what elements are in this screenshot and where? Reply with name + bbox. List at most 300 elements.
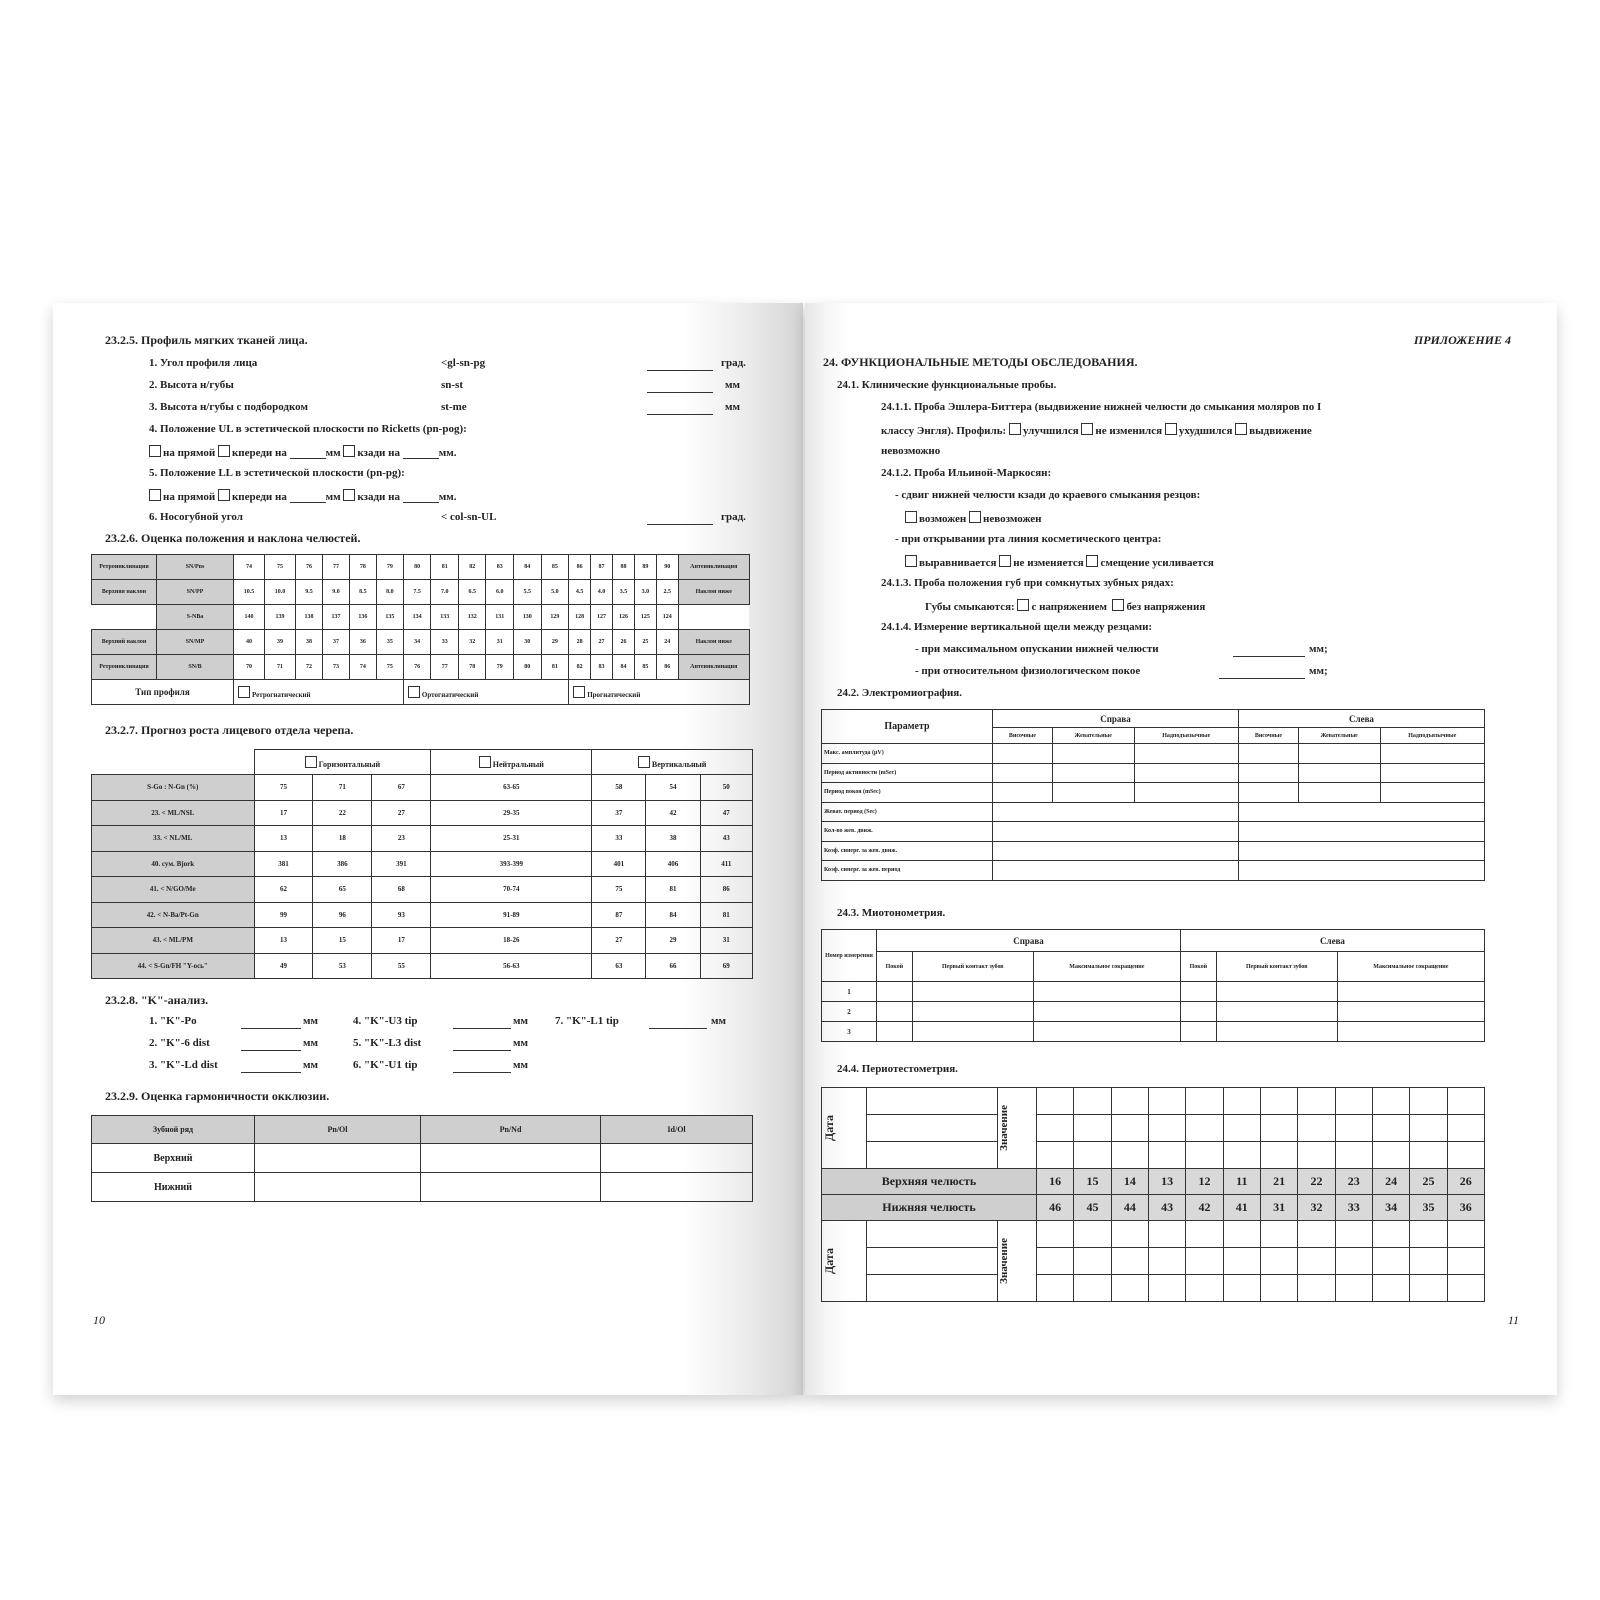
k-field[interactable]	[241, 1059, 301, 1073]
table-cell[interactable]	[1148, 1275, 1185, 1302]
value-cell: 27	[592, 928, 646, 954]
table-cell[interactable]	[1372, 1142, 1409, 1169]
row-label: Макс. амплитуда (μV)	[822, 744, 993, 764]
value-cell: 86	[700, 877, 752, 903]
table-cell[interactable]	[877, 1022, 913, 1042]
table-cell[interactable]	[601, 1173, 753, 1202]
section-23-2-8-title: 23.2.8. "K"-анализ.	[105, 993, 209, 1007]
value-cell: 411	[700, 851, 752, 877]
k-analysis-item: 3. "K"-Ld dist	[149, 1059, 218, 1071]
table-cell[interactable]	[1298, 1275, 1335, 1302]
table-cell[interactable]	[1260, 1248, 1297, 1275]
right-title: 24. ФУНКЦИОНАЛЬНЫЕ МЕТОДЫ ОБСЛЕДОВАНИЯ.	[823, 355, 1138, 369]
checkbox[interactable]	[1017, 599, 1029, 611]
table-cell[interactable]	[1298, 763, 1380, 783]
checkbox[interactable]	[1009, 423, 1021, 435]
value-cell: 49	[254, 953, 313, 979]
value-cell: 3.5	[613, 580, 635, 605]
date-field[interactable]	[867, 1221, 998, 1248]
value-cell: 76	[403, 655, 431, 680]
muscle-header: Жевательные	[1052, 728, 1134, 744]
table-cell[interactable]	[1148, 1221, 1185, 1248]
value-cell: 63	[592, 953, 646, 979]
table-cell[interactable]	[993, 744, 1053, 764]
table-cell[interactable]	[1216, 982, 1337, 1002]
emg-table-grid	[821, 709, 1485, 881]
k-analysis-item: 5. "K"-L3 dist	[353, 1037, 422, 1049]
item-ul-position: 4. Положение UL в эстетической плоскости по Ricketts (pn-pog):	[149, 423, 467, 435]
value-cell: 4.0	[591, 580, 613, 605]
table-cell[interactable]	[993, 841, 1239, 861]
k-field[interactable]	[241, 1037, 301, 1051]
value-cell: 83	[591, 655, 613, 680]
row-label	[92, 605, 157, 630]
table-cell[interactable]	[1111, 1221, 1148, 1248]
table-cell[interactable]	[1447, 1115, 1484, 1142]
occlusion-table	[91, 1115, 753, 1202]
table-cell[interactable]	[1134, 783, 1238, 803]
table-cell[interactable]	[912, 982, 1033, 1002]
table-cell[interactable]	[1335, 1248, 1372, 1275]
checkbox[interactable]	[343, 445, 355, 457]
table-cell[interactable]	[1186, 1088, 1223, 1115]
jaw-label: Верхняя челюсть	[822, 1169, 1037, 1195]
row-label: Ретроинклинация	[92, 655, 157, 680]
checkbox[interactable]	[238, 686, 250, 698]
table-cell[interactable]	[1186, 1275, 1223, 1302]
table-cell[interactable]	[993, 783, 1053, 803]
value-cell: 406	[646, 851, 700, 877]
table-cell[interactable]	[1074, 1275, 1111, 1302]
table-cell[interactable]	[1238, 763, 1298, 783]
growth-type-label: Нейтральный	[492, 759, 544, 769]
value-text: Значение	[998, 1105, 1010, 1151]
tooth-number: 36	[1447, 1195, 1484, 1221]
lip-chin-field[interactable]	[647, 401, 713, 415]
table-cell[interactable]	[1223, 1115, 1260, 1142]
table-cell[interactable]	[1186, 1221, 1223, 1248]
table-cell[interactable]	[1074, 1088, 1111, 1115]
test-24-1-2-text: - сдвиг нижней челюсти кзади до краевого смыкания резцов:	[895, 489, 1201, 501]
table-cell[interactable]	[912, 1002, 1033, 1022]
tooth-number: 14	[1111, 1169, 1148, 1195]
table-cell[interactable]	[1052, 763, 1134, 783]
value-cell: 127	[591, 605, 613, 630]
value-cell: 129	[541, 605, 569, 630]
table-cell[interactable]	[1410, 1248, 1447, 1275]
growth-type-header	[254, 750, 431, 775]
table-cell[interactable]	[1410, 1142, 1447, 1169]
ul-position-options: на прямой кпереди на мм кзади на мм.	[149, 445, 456, 459]
value-cell: 137	[322, 605, 349, 630]
table-cell[interactable]	[1180, 1002, 1216, 1022]
value-cell: 70-74	[431, 877, 592, 903]
row-label: 33. < NL/ML	[92, 826, 255, 852]
gap-field[interactable]	[1233, 643, 1305, 657]
checkbox[interactable]	[343, 489, 355, 501]
table-cell[interactable]	[1134, 744, 1238, 764]
table-cell[interactable]	[1111, 1088, 1148, 1115]
table-cell[interactable]	[1238, 783, 1298, 803]
test-24-1-1-text: невозможно	[881, 445, 941, 457]
table-cell[interactable]	[1134, 763, 1238, 783]
value-cell: 23	[372, 826, 431, 852]
state-header: Покой	[1180, 952, 1216, 982]
unit-label: мм	[711, 1015, 726, 1027]
date-field[interactable]	[867, 1115, 998, 1142]
test-24-1-4-text: - при относительном физиологическом покое	[915, 665, 1141, 677]
table-cell[interactable]	[1335, 1088, 1372, 1115]
value-cell: 90	[656, 555, 678, 580]
growth-forecast-table-grid	[91, 749, 753, 979]
date-field[interactable]	[867, 1142, 998, 1169]
nasolabial-field[interactable]	[647, 511, 713, 525]
table-cell[interactable]	[1447, 1275, 1484, 1302]
row-end-label	[678, 605, 749, 630]
muscle-header: Жевательные	[1298, 728, 1380, 744]
table-cell[interactable]	[1074, 1115, 1111, 1142]
row-end-label: Наклон ниже	[678, 580, 749, 605]
table-cell[interactable]	[1148, 1088, 1185, 1115]
table-cell[interactable]	[1238, 841, 1484, 861]
table-header: Pn/Nd	[421, 1116, 601, 1144]
table-cell[interactable]	[1372, 1275, 1409, 1302]
table-cell[interactable]	[1260, 1088, 1297, 1115]
value-cell: 37	[322, 630, 349, 655]
date-text: Дата	[822, 1115, 836, 1141]
checkbox[interactable]	[149, 489, 161, 501]
value-cell: 47	[700, 800, 752, 826]
value-cell: 84	[613, 655, 635, 680]
value-cell: 38	[296, 630, 323, 655]
value-cell: 124	[656, 605, 678, 630]
value-cell: 30	[513, 630, 541, 655]
value-cell: 68	[372, 877, 431, 903]
section-23-2-7-title: 23.2.7. Прогноз роста лицевого отдела черепа.	[105, 723, 354, 737]
table-cell[interactable]	[1372, 1221, 1409, 1248]
table-cell[interactable]	[1238, 744, 1298, 764]
value-cell: 62	[254, 877, 313, 903]
checkbox[interactable]	[408, 686, 420, 698]
growth-type-header	[592, 750, 753, 775]
table-cell[interactable]	[1223, 1248, 1260, 1275]
checkbox[interactable]	[905, 511, 917, 523]
table-cell[interactable]	[1111, 1115, 1148, 1142]
table-cell[interactable]	[1337, 982, 1484, 1002]
page-number-right: 11	[1507, 1313, 1519, 1327]
table-cell[interactable]	[1298, 1221, 1335, 1248]
checkbox[interactable]	[218, 445, 230, 457]
table-cell[interactable]	[1033, 982, 1180, 1002]
table-cell[interactable]	[1223, 1275, 1260, 1302]
table-cell[interactable]	[1410, 1221, 1447, 1248]
value-cell: 85	[634, 655, 656, 680]
table-cell[interactable]	[1074, 1248, 1111, 1275]
row-label: Период покоя (mSec)	[822, 783, 993, 803]
table-cell[interactable]	[1216, 1002, 1337, 1022]
table-cell[interactable]	[1335, 1275, 1372, 1302]
profile-type-option	[403, 680, 568, 705]
side-header: Слева	[1180, 930, 1484, 952]
value-cell: 78	[349, 555, 376, 580]
date-field[interactable]	[867, 1088, 998, 1115]
value-cell: 38	[646, 826, 700, 852]
test-24-1-1-text: 24.1.1. Проба Эшлера-Биттера (выдвижение нижней челюсти до смыкания моляров по I	[881, 401, 1322, 413]
table-cell[interactable]	[1037, 1088, 1074, 1115]
value-cell: 6.5	[458, 580, 486, 605]
measure-number-header: Номер измерения	[822, 930, 877, 982]
table-cell[interactable]	[1335, 1142, 1372, 1169]
table-cell[interactable]	[1238, 861, 1484, 881]
table-cell[interactable]	[1148, 1248, 1185, 1275]
value-cell: 85	[541, 555, 569, 580]
checkbox[interactable]	[905, 555, 917, 567]
k-field[interactable]	[453, 1059, 511, 1073]
item-nasolabial-code: < col-sn-UL	[441, 511, 497, 523]
table-cell[interactable]	[1148, 1142, 1185, 1169]
tooth-number: 16	[1037, 1169, 1074, 1195]
tooth-number: 41	[1223, 1195, 1260, 1221]
tooth-number: 42	[1186, 1195, 1223, 1221]
value-cell: 9.0	[322, 580, 349, 605]
table-cell[interactable]	[877, 982, 913, 1002]
value-cell: 386	[313, 851, 372, 877]
table-cell[interactable]	[1037, 1221, 1074, 1248]
checkbox[interactable]	[149, 445, 161, 457]
row-end-label: Наклон ниже	[678, 630, 749, 655]
table-cell[interactable]	[1180, 1022, 1216, 1042]
table-cell[interactable]	[1074, 1221, 1111, 1248]
checkbox[interactable]	[969, 511, 981, 523]
value-cell: 133	[431, 605, 459, 630]
table-cell[interactable]	[1337, 1002, 1484, 1022]
value-cell: 393-399	[431, 851, 592, 877]
table-spacer	[92, 750, 255, 775]
k-field[interactable]	[453, 1037, 511, 1051]
table-cell[interactable]	[1037, 1142, 1074, 1169]
checkbox[interactable]	[1112, 599, 1124, 611]
facial-angle-field[interactable]	[647, 357, 713, 371]
table-cell[interactable]	[1447, 1088, 1484, 1115]
value-cell: 75	[376, 655, 403, 680]
table-cell[interactable]	[1298, 1248, 1335, 1275]
table-cell[interactable]	[1380, 744, 1485, 764]
table-cell[interactable]	[1337, 1022, 1484, 1042]
table-cell[interactable]	[1186, 1142, 1223, 1169]
table-cell[interactable]	[1298, 783, 1380, 803]
checkbox[interactable]	[638, 756, 650, 768]
lip-height-field[interactable]	[647, 379, 713, 393]
value-cell: 91-89	[431, 902, 592, 928]
param-header: Параметр	[822, 710, 993, 744]
table-cell[interactable]	[993, 861, 1239, 881]
muscle-header: Височные	[993, 728, 1053, 744]
value-cell: 65	[313, 877, 372, 903]
checkbox[interactable]	[479, 756, 491, 768]
table-cell[interactable]	[255, 1144, 421, 1173]
growth-type-header	[431, 750, 592, 775]
table-cell[interactable]	[877, 1002, 913, 1022]
table-cell[interactable]	[1223, 1142, 1260, 1169]
table-cell[interactable]	[255, 1173, 421, 1202]
checkbox[interactable]	[1086, 555, 1098, 567]
state-header: Покой	[877, 952, 913, 982]
checkbox[interactable]	[1235, 423, 1247, 435]
table-cell[interactable]	[1260, 1115, 1297, 1142]
table-cell[interactable]	[1238, 822, 1484, 842]
table-cell[interactable]	[1260, 1221, 1297, 1248]
date-field[interactable]	[867, 1275, 998, 1302]
date-field[interactable]	[867, 1248, 998, 1275]
checkbox[interactable]	[573, 686, 585, 698]
table-cell[interactable]	[1410, 1275, 1447, 1302]
table-cell[interactable]	[1223, 1221, 1260, 1248]
table-cell[interactable]	[1372, 1115, 1409, 1142]
row-label: Верхний наклон	[92, 630, 157, 655]
test-24-1-2-text: - при открывании рта линия косметического центра:	[895, 533, 1162, 545]
item-facial-angle: 1. Угол профиля лица	[149, 357, 258, 369]
table-cell[interactable]	[1111, 1275, 1148, 1302]
param-label: SN/PP	[157, 580, 234, 605]
checkbox[interactable]	[999, 555, 1011, 567]
table-cell[interactable]	[1037, 1115, 1074, 1142]
table-cell[interactable]	[1335, 1115, 1372, 1142]
table-cell[interactable]	[1186, 1115, 1223, 1142]
value-cell: 79	[376, 555, 403, 580]
row-label: 23. < ML/NSL	[92, 800, 255, 826]
value-cell: 63-65	[431, 775, 592, 801]
profile-type-text: Ретрогнатический	[252, 690, 311, 699]
value-cell: 31	[700, 928, 752, 954]
table-cell[interactable]	[1052, 783, 1134, 803]
appendix-header: ПРИЛОЖЕНИЕ 4	[1413, 333, 1511, 347]
checkbox[interactable]	[218, 489, 230, 501]
k-field[interactable]	[241, 1015, 301, 1029]
ll-position-options: на прямой кпереди на мм кзади на мм.	[149, 489, 456, 503]
table-cell[interactable]	[421, 1144, 601, 1173]
checkbox[interactable]	[305, 756, 317, 768]
value-cell: 80	[513, 655, 541, 680]
table-cell[interactable]	[1111, 1248, 1148, 1275]
item-facial-angle-code: <gl-sn-pg	[441, 357, 486, 369]
table-cell[interactable]	[1223, 1088, 1260, 1115]
date-label	[822, 1221, 867, 1302]
table-cell[interactable]	[1111, 1142, 1148, 1169]
unit-label: мм	[513, 1037, 528, 1049]
unit-label: мм	[513, 1015, 528, 1027]
value-cell: 136	[349, 605, 376, 630]
table-cell[interactable]	[1335, 1221, 1372, 1248]
table-cell[interactable]	[1033, 1002, 1180, 1022]
table-cell[interactable]	[1037, 1275, 1074, 1302]
value-label	[998, 1088, 1037, 1169]
table-cell[interactable]	[1216, 1022, 1337, 1042]
checkbox[interactable]	[1165, 423, 1177, 435]
table-cell[interactable]	[1260, 1142, 1297, 1169]
table-cell[interactable]	[993, 802, 1239, 822]
gap-field[interactable]	[1219, 665, 1305, 679]
table-cell[interactable]	[421, 1173, 601, 1202]
value-cell: 5.5	[513, 580, 541, 605]
tooth-number: 13	[1148, 1169, 1185, 1195]
value-cell: 25-31	[431, 826, 592, 852]
table-cell[interactable]	[1298, 1088, 1335, 1115]
row-label: 40. сум. Bjork	[92, 851, 255, 877]
table-cell[interactable]	[1033, 1022, 1180, 1042]
table-cell[interactable]	[1298, 1142, 1335, 1169]
table-cell[interactable]	[1148, 1115, 1185, 1142]
value-cell: 134	[403, 605, 431, 630]
table-cell[interactable]	[993, 822, 1239, 842]
side-header: Справа	[877, 930, 1181, 952]
table-cell[interactable]	[1447, 1142, 1484, 1169]
row-label: Нижний	[92, 1173, 255, 1202]
value-cell: 33	[431, 630, 459, 655]
value-cell: 96	[313, 902, 372, 928]
value-cell: 34	[403, 630, 431, 655]
table-cell[interactable]	[1372, 1248, 1409, 1275]
table-cell[interactable]	[1037, 1248, 1074, 1275]
table-cell[interactable]	[1380, 783, 1485, 803]
table-cell[interactable]	[1186, 1248, 1223, 1275]
value-cell: 125	[634, 605, 656, 630]
value-cell: 35	[376, 630, 403, 655]
table-cell[interactable]	[1260, 1275, 1297, 1302]
value-cell: 139	[265, 605, 296, 630]
value-cell: 73	[322, 655, 349, 680]
value-cell: 82	[569, 655, 591, 680]
value-cell: 82	[458, 555, 486, 580]
value-cell: 76	[296, 555, 323, 580]
row-label: 43. < ML/PM	[92, 928, 255, 954]
table-cell[interactable]	[1447, 1221, 1484, 1248]
table-cell[interactable]	[1380, 763, 1485, 783]
value-cell: 8.5	[349, 580, 376, 605]
table-cell[interactable]	[993, 763, 1053, 783]
table-cell[interactable]	[1372, 1088, 1409, 1115]
table-cell[interactable]	[1447, 1248, 1484, 1275]
table-cell[interactable]	[1074, 1142, 1111, 1169]
state-header: Первый контакт зубов	[1216, 952, 1337, 982]
value-cell: 77	[322, 555, 349, 580]
table-cell[interactable]	[1298, 1115, 1335, 1142]
unit-label: мм	[303, 1059, 318, 1071]
table-cell[interactable]	[1238, 802, 1484, 822]
table-cell[interactable]	[1298, 744, 1380, 764]
table-header: Зубной ряд	[92, 1116, 255, 1144]
table-header: Pn/Ol	[255, 1116, 421, 1144]
row-label: Верхний	[92, 1144, 255, 1173]
table-cell[interactable]	[1052, 744, 1134, 764]
item-lip-height-code: sn-st	[441, 379, 464, 391]
value-cell: 126	[613, 605, 635, 630]
checkbox[interactable]	[1081, 423, 1093, 435]
tooth-number: 35	[1410, 1195, 1447, 1221]
k-field[interactable]	[453, 1015, 511, 1029]
unit-label: мм;	[1309, 643, 1328, 655]
k-field[interactable]	[649, 1015, 707, 1029]
value-cell: 75	[254, 775, 313, 801]
value-cell: 81	[541, 655, 569, 680]
table-cell[interactable]	[1410, 1115, 1447, 1142]
table-cell[interactable]	[601, 1144, 753, 1173]
k-analysis-item: 7. "K"-L1 tip	[555, 1015, 619, 1027]
table-cell[interactable]	[912, 1022, 1033, 1042]
value-label	[998, 1221, 1037, 1302]
unit-label: мм	[725, 401, 740, 413]
table-cell[interactable]	[1180, 982, 1216, 1002]
table-cell[interactable]	[1410, 1088, 1447, 1115]
